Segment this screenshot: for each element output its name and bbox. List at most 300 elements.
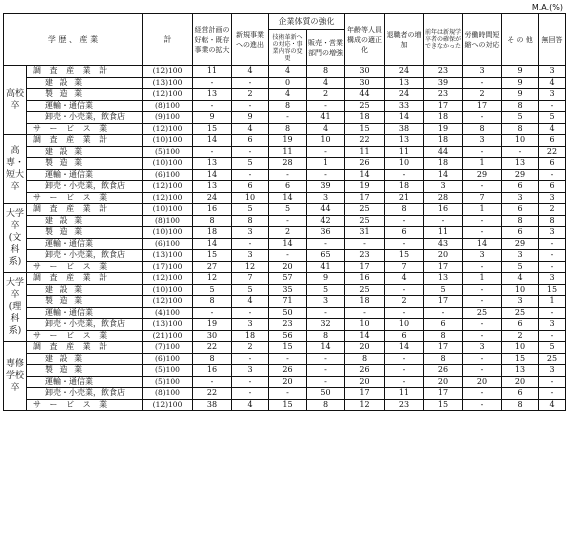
base-cell: (7)100 [143, 342, 193, 354]
value-cell: 4 [269, 66, 307, 78]
value-cell: 11 [269, 146, 307, 158]
value-cell: 3 [539, 89, 566, 101]
value-cell: - [193, 376, 232, 388]
industry-label: 製 造 業 [27, 158, 143, 170]
value-cell: 17 [345, 261, 385, 273]
value-cell: 19 [193, 319, 232, 331]
value-cell: 5 [193, 284, 232, 296]
value-cell: 17 [345, 192, 385, 204]
header-c10: 無回答 [539, 14, 566, 66]
value-cell: 25 [345, 204, 385, 216]
value-cell: 15 [269, 399, 307, 411]
value-cell: 6 [232, 181, 269, 193]
table-row [4, 388, 566, 400]
value-cell: - [307, 100, 345, 112]
value-cell: 44 [424, 146, 463, 158]
value-cell: 14 [424, 169, 463, 181]
value-cell: - [385, 353, 424, 365]
value-cell: 1 [307, 158, 345, 170]
table-row [4, 273, 566, 285]
value-cell: 13 [385, 135, 424, 147]
value-cell: - [463, 330, 502, 342]
value-cell: 17 [424, 296, 463, 308]
value-cell: 36 [307, 227, 345, 239]
value-cell: - [307, 238, 345, 250]
value-cell: - [232, 388, 269, 400]
value-cell: 11 [345, 146, 385, 158]
value-cell: 6 [269, 181, 307, 193]
value-cell: 20 [269, 261, 307, 273]
header-base: 計 [143, 14, 193, 66]
value-cell: 4 [502, 273, 539, 285]
value-cell: 8 [307, 330, 345, 342]
value-cell: 29 [502, 238, 539, 250]
header-c1: 経営計画の好転・既存事業の拡大 [193, 14, 232, 66]
value-cell: 3 [232, 365, 269, 377]
value-cell: 19 [424, 123, 463, 135]
value-cell: - [463, 399, 502, 411]
value-cell: 6 [502, 319, 539, 331]
table-body [4, 66, 566, 411]
value-cell: - [463, 353, 502, 365]
table-row [4, 238, 566, 250]
value-cell: 4 [307, 123, 345, 135]
value-cell: 8 [424, 353, 463, 365]
value-cell: 5 [502, 112, 539, 124]
header-c2: 新規事業への進出 [232, 14, 269, 66]
table-row [4, 261, 566, 273]
value-cell: 26 [345, 365, 385, 377]
header-group-strengthen: 企業体質の強化 [269, 14, 345, 30]
value-cell: 15 [424, 399, 463, 411]
value-cell: 17 [424, 100, 463, 112]
base-cell: (10)100 [143, 135, 193, 147]
value-cell: - [463, 112, 502, 124]
header-c5: 年齢等人員構成の適正化 [345, 14, 385, 66]
industry-label: サ ー ビ ス 業 [27, 261, 143, 273]
value-cell: - [463, 284, 502, 296]
value-cell: 28 [424, 192, 463, 204]
base-cell: (10)100 [143, 284, 193, 296]
value-cell: - [539, 100, 566, 112]
value-cell: 8 [502, 399, 539, 411]
value-cell: 5 [539, 342, 566, 354]
value-cell: 20 [502, 376, 539, 388]
value-cell: 7 [463, 192, 502, 204]
value-cell: 8 [385, 204, 424, 216]
value-cell: - [539, 307, 566, 319]
value-cell: 30 [345, 77, 385, 89]
industry-label: 調 査 産 業 計 [27, 342, 143, 354]
value-cell: - [269, 353, 307, 365]
value-cell: 5 [232, 158, 269, 170]
value-cell: 11 [385, 146, 424, 158]
value-cell: 19 [269, 135, 307, 147]
value-cell: - [269, 215, 307, 227]
value-cell: - [269, 250, 307, 262]
value-cell: 6 [232, 135, 269, 147]
base-cell: (6)100 [143, 169, 193, 181]
industry-label: 卸売・小売業，飲食店 [27, 388, 143, 400]
value-cell: 8 [307, 66, 345, 78]
value-cell: 8 [463, 123, 502, 135]
value-cell: 41 [307, 261, 345, 273]
value-cell: 8 [345, 353, 385, 365]
value-cell: 39 [307, 181, 345, 193]
table-row [4, 100, 566, 112]
value-cell: 33 [385, 100, 424, 112]
value-cell: 10 [232, 192, 269, 204]
value-cell: 6 [502, 227, 539, 239]
value-cell: 26 [269, 365, 307, 377]
value-cell: 19 [345, 181, 385, 193]
value-cell: 17 [345, 388, 385, 400]
table-row [4, 250, 566, 262]
value-cell: - [424, 307, 463, 319]
value-cell: 2 [232, 342, 269, 354]
industry-label: 建 設 業 [27, 77, 143, 89]
value-cell: 20 [463, 376, 502, 388]
header-c4: 販売・営業部門の増強 [307, 30, 345, 66]
table-row [4, 330, 566, 342]
value-cell: 9 [502, 77, 539, 89]
value-cell: - [539, 250, 566, 262]
value-cell: 10 [345, 319, 385, 331]
value-cell: - [385, 376, 424, 388]
value-cell: 38 [385, 123, 424, 135]
value-cell: 14 [307, 342, 345, 354]
industry-label: サ ー ビ ス 業 [27, 399, 143, 411]
value-cell: 26 [424, 365, 463, 377]
value-cell: - [539, 169, 566, 181]
value-cell: 18 [385, 181, 424, 193]
value-cell: 1 [463, 158, 502, 170]
value-cell: 18 [345, 296, 385, 308]
value-cell: 14 [193, 169, 232, 181]
value-cell: - [463, 181, 502, 193]
value-cell: - [232, 169, 269, 181]
value-cell: 6 [385, 227, 424, 239]
value-cell: 4 [539, 77, 566, 89]
table-row [4, 146, 566, 158]
value-cell: - [385, 307, 424, 319]
statistics-table [3, 13, 566, 411]
value-cell: 30 [345, 66, 385, 78]
table-header [4, 14, 566, 66]
value-cell: - [463, 365, 502, 377]
value-cell: 20 [424, 376, 463, 388]
value-cell: 8 [193, 296, 232, 308]
value-cell: 12 [193, 273, 232, 285]
value-cell: 5 [307, 284, 345, 296]
value-cell: 21 [385, 192, 424, 204]
value-cell: 44 [345, 89, 385, 101]
value-cell: 15 [269, 342, 307, 354]
table-row [4, 112, 566, 124]
table-row [4, 204, 566, 216]
base-cell: (12)100 [143, 66, 193, 78]
value-cell: 12 [345, 399, 385, 411]
value-cell: 13 [502, 365, 539, 377]
value-cell: - [307, 169, 345, 181]
value-cell: 24 [385, 89, 424, 101]
value-cell: 14 [193, 135, 232, 147]
value-cell: 13 [193, 89, 232, 101]
value-cell: 22 [193, 388, 232, 400]
header-category: 学 歴 、 産 業 [4, 14, 143, 66]
value-cell: 3 [502, 296, 539, 308]
base-cell: (13)100 [143, 319, 193, 331]
industry-label: 建 設 業 [27, 215, 143, 227]
value-cell: 35 [269, 284, 307, 296]
industry-label: 建 設 業 [27, 146, 143, 158]
base-cell: (10)100 [143, 158, 193, 170]
value-cell: - [345, 238, 385, 250]
table-row [4, 158, 566, 170]
value-cell: 3 [307, 296, 345, 308]
industry-label: 運輸・通信業 [27, 100, 143, 112]
base-cell: (12)100 [143, 181, 193, 193]
base-cell: (12)100 [143, 296, 193, 308]
value-cell: - [269, 169, 307, 181]
value-cell: 7 [232, 273, 269, 285]
value-cell: 3 [463, 342, 502, 354]
base-cell: (5)100 [143, 365, 193, 377]
base-cell: (8)100 [143, 100, 193, 112]
value-cell: 10 [502, 135, 539, 147]
value-cell: 3 [539, 273, 566, 285]
value-cell: 32 [307, 319, 345, 331]
base-cell: (13)100 [143, 77, 193, 89]
value-cell: 4 [539, 123, 566, 135]
value-cell: 17 [424, 388, 463, 400]
value-cell: - [232, 100, 269, 112]
value-cell: 5 [232, 204, 269, 216]
base-cell: (12)100 [143, 399, 193, 411]
industry-label: 運輸・通信業 [27, 307, 143, 319]
table-row [4, 77, 566, 89]
table-row [4, 66, 566, 78]
value-cell: - [307, 146, 345, 158]
value-cell: 18 [232, 330, 269, 342]
value-cell: 3 [232, 250, 269, 262]
value-cell: 18 [424, 112, 463, 124]
value-cell: 13 [385, 77, 424, 89]
value-cell: 3 [307, 192, 345, 204]
value-cell: - [463, 146, 502, 158]
value-cell: - [539, 330, 566, 342]
table-row [4, 319, 566, 331]
value-cell: 4 [232, 66, 269, 78]
value-cell: 41 [307, 112, 345, 124]
header-c6: 退職者の増加 [385, 14, 424, 66]
value-cell: 39 [424, 77, 463, 89]
value-cell: 29 [463, 169, 502, 181]
value-cell: - [345, 307, 385, 319]
value-cell: - [193, 146, 232, 158]
value-cell: 4 [539, 399, 566, 411]
table-row [4, 399, 566, 411]
value-cell: 6 [502, 204, 539, 216]
value-cell: 28 [269, 158, 307, 170]
value-cell: - [385, 284, 424, 296]
industry-label: 調 査 産 業 計 [27, 204, 143, 216]
base-cell: (12)100 [143, 192, 193, 204]
value-cell: 6 [385, 330, 424, 342]
base-cell: (9)100 [143, 112, 193, 124]
table-row [4, 284, 566, 296]
table-row [4, 376, 566, 388]
value-cell: 3 [539, 227, 566, 239]
value-cell: 2 [307, 89, 345, 101]
value-cell: 10 [385, 319, 424, 331]
value-cell: - [424, 215, 463, 227]
value-cell: 16 [424, 204, 463, 216]
value-cell: 16 [193, 204, 232, 216]
value-cell: 6 [539, 135, 566, 147]
value-cell: 15 [539, 284, 566, 296]
value-cell: 22 [345, 135, 385, 147]
industry-label: 調 査 産 業 計 [27, 273, 143, 285]
header-c3: 技術革新への対応・事業内容の変更 [269, 30, 307, 66]
value-cell: 27 [193, 261, 232, 273]
industry-label: 調 査 産 業 計 [27, 66, 143, 78]
value-cell: - [502, 146, 539, 158]
value-cell: 23 [424, 66, 463, 78]
value-cell: 25 [502, 307, 539, 319]
value-cell: 2 [463, 89, 502, 101]
value-cell: 15 [345, 123, 385, 135]
value-cell: 14 [345, 330, 385, 342]
industry-label: 製 造 業 [27, 89, 143, 101]
value-cell: 3 [424, 181, 463, 193]
value-cell: 4 [269, 89, 307, 101]
value-cell: - [232, 376, 269, 388]
value-cell: - [463, 227, 502, 239]
value-cell: 1 [539, 296, 566, 308]
value-cell: 71 [269, 296, 307, 308]
industry-label: サ ー ビ ス 業 [27, 123, 143, 135]
base-cell: (12)100 [143, 273, 193, 285]
value-cell: 13 [502, 158, 539, 170]
value-cell: 10 [502, 284, 539, 296]
value-cell: - [463, 261, 502, 273]
value-cell: 6 [502, 388, 539, 400]
value-cell: 11 [193, 66, 232, 78]
industry-label: 卸売・小売業，飲食店 [27, 112, 143, 124]
education-group-label: 高専・短大卒 [4, 135, 27, 204]
value-cell: 9 [502, 66, 539, 78]
value-cell: 3 [539, 365, 566, 377]
value-cell: 42 [307, 215, 345, 227]
value-cell: - [539, 388, 566, 400]
value-cell: - [232, 146, 269, 158]
value-cell: 14 [193, 238, 232, 250]
value-cell: 31 [345, 227, 385, 239]
value-cell: 3 [502, 192, 539, 204]
base-cell: (6)100 [143, 353, 193, 365]
value-cell: 23 [345, 250, 385, 262]
table-row [4, 296, 566, 308]
value-cell: 0 [269, 77, 307, 89]
value-cell: 3 [232, 227, 269, 239]
value-cell: 4 [232, 399, 269, 411]
value-cell: 4 [307, 77, 345, 89]
value-cell: 8 [502, 215, 539, 227]
base-cell: (10)100 [143, 227, 193, 239]
value-cell: 15 [502, 353, 539, 365]
base-cell: (8)100 [143, 388, 193, 400]
value-cell: 25 [345, 215, 385, 227]
table-row [4, 169, 566, 181]
value-cell: 11 [424, 227, 463, 239]
value-cell: - [385, 169, 424, 181]
value-cell: 20 [345, 342, 385, 354]
value-cell: 22 [193, 342, 232, 354]
value-cell: - [463, 77, 502, 89]
industry-label: 建 設 業 [27, 284, 143, 296]
education-group-label: 大学卒(文科系) [4, 204, 27, 273]
value-cell: 14 [385, 342, 424, 354]
value-cell: 5 [424, 284, 463, 296]
base-cell: (5)100 [143, 146, 193, 158]
value-cell: 2 [232, 89, 269, 101]
value-cell: 29 [502, 169, 539, 181]
value-cell: 13 [193, 181, 232, 193]
value-cell: 2 [385, 296, 424, 308]
value-cell: 26 [345, 158, 385, 170]
value-cell: 25 [345, 284, 385, 296]
value-cell: - [539, 376, 566, 388]
value-cell: - [307, 353, 345, 365]
value-cell: 65 [307, 250, 345, 262]
value-cell: 8 [424, 330, 463, 342]
header-c8: 労働時間短縮への対応 [463, 14, 502, 66]
value-cell: 9 [502, 89, 539, 101]
value-cell: 23 [424, 89, 463, 101]
table-row [4, 307, 566, 319]
value-cell: 2 [539, 204, 566, 216]
value-cell: - [463, 388, 502, 400]
value-cell: 18 [424, 158, 463, 170]
table-row [4, 215, 566, 227]
value-cell: - [539, 261, 566, 273]
value-cell: 4 [385, 273, 424, 285]
table-row [4, 89, 566, 101]
value-cell: - [269, 112, 307, 124]
value-cell: - [193, 77, 232, 89]
value-cell: - [539, 238, 566, 250]
industry-label: 製 造 業 [27, 227, 143, 239]
value-cell: 20 [345, 376, 385, 388]
value-cell: 30 [193, 330, 232, 342]
value-cell: - [307, 365, 345, 377]
value-cell: 8 [269, 123, 307, 135]
value-cell: 14 [463, 238, 502, 250]
value-cell: 3 [232, 319, 269, 331]
value-cell: 3 [539, 319, 566, 331]
value-cell: - [232, 238, 269, 250]
value-cell: 1 [463, 204, 502, 216]
value-cell: 5 [539, 112, 566, 124]
value-cell: 8 [193, 353, 232, 365]
value-cell: - [307, 376, 345, 388]
value-cell: 18 [345, 112, 385, 124]
value-cell: 8 [307, 399, 345, 411]
value-cell: - [232, 307, 269, 319]
value-cell: 10 [307, 135, 345, 147]
industry-label: 運輸・通信業 [27, 169, 143, 181]
